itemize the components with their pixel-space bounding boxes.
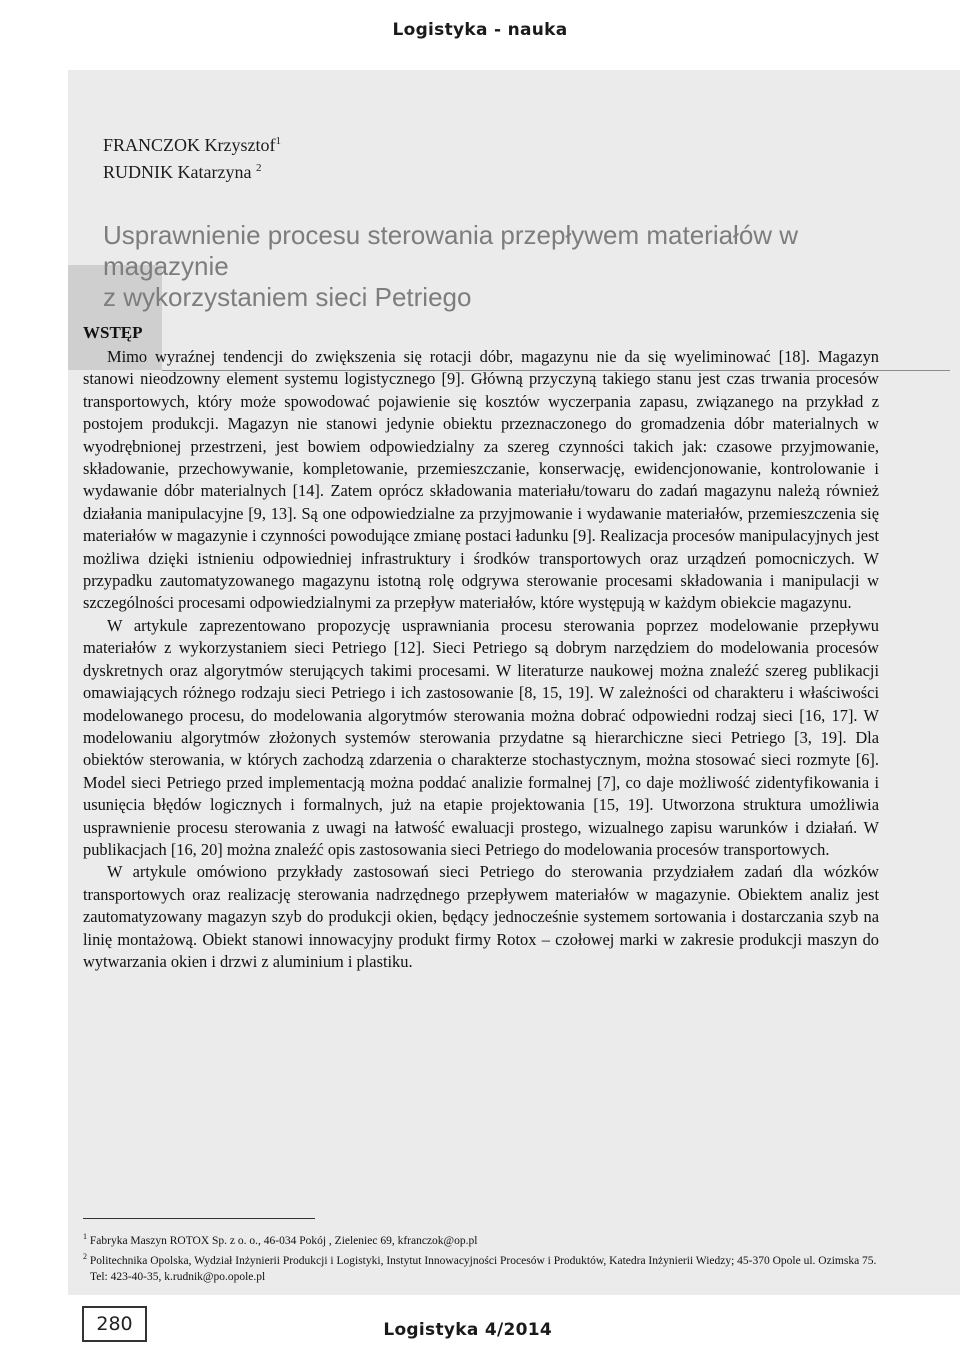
author-list: [103, 130, 281, 184]
section-heading: WSTĘP: [83, 323, 143, 342]
footnote-2-num: 2: [83, 1251, 87, 1261]
footnote-2-text: Politechnika Opolska, Wydział Inżynierii Produkcji i Logistyki, Instytut Innowacyjności Procesów i Produktów, Katedra Inżynierii Wiedzy; 45-370 Opole ul. Ozimska 75. Tel: 423-40-35, k.rudnik@po.opole.pl: [89, 1254, 877, 1283]
author-1-name: FRANCZOK Krzysztof: [103, 135, 276, 155]
footnote-2: [83, 1249, 879, 1285]
author-2-name: RUDNIK Katarzyna: [103, 162, 252, 182]
author-2-sup: 2: [255, 162, 262, 174]
footnote-1: [83, 1229, 879, 1249]
footnote-1-text: Fabryka Maszyn ROTOX Sp. z o. o., 46-034 Pokój , Zieleniec 69, kfranczok@op.pl: [89, 1234, 478, 1247]
journal-footer: Logistyka 4/2014: [383, 1320, 552, 1340]
paper-title-line1: Usprawnienie procesu sterowania przepływem materiałów w magazynie: [103, 220, 799, 281]
author-1-sup: 1: [275, 135, 281, 147]
body-text: [83, 346, 879, 973]
page-number: 280: [82, 1306, 147, 1342]
paragraph-3: W artykule omówiono przykłady zastosowań sieci Petriego do sterowania przydziałem zadań dla wózków transportowych oraz realizację sterowania nadrzędnego przepływem materiałów w magazynie. Obiektem analiz jest zautomatyzowany magazyn szyb do produkcji okien, będący jednocześnie systemem sortowania i dostarczania szyb na linię montażową. Obiekt stanowi innowacyjny produkt firmy Rotox – czołowej marki w zakresie produkcji maszyn do wytwarzania okien i drzwi z aluminium i plastiku.: [83, 862, 879, 971]
paper-title-line2: z wykorzystaniem sieci Petriego: [103, 282, 472, 312]
footnotes: [83, 1229, 879, 1285]
author-1: [103, 130, 281, 157]
paper-title: [103, 220, 873, 313]
footnote-1-num: 1: [83, 1232, 87, 1241]
footnote-rule: [83, 1218, 315, 1219]
paragraph-2: W artykule zaprezentowano propozycję usprawniania procesu sterowania poprzez modelowanie przepływu materiałów z wykorzystaniem sieci Petriego [12]. Sieci Petriego są dobrym narzędziem do modelowania procesów dyskretnych oraz algorytmów sterujących takimi procesami. W literaturze naukowej można znaleźć szereg publikacji omawiających różnego rodzaju sieci Petriego i ich zastosowanie [8, 15, 19]. W zależności od charakteru i właściwości modelowanego procesu, do modelowania algorytmów sterowania można dobrać odpowiedni rodzaj sieci [16, 17]. W modelowaniu algorytmów złożonych systemów sterowania przydatne są hierarchiczne sieci Petriego [3, 19]. Dla obiektów sterowania, w których zachodzą zdarzenia o charakterze stochastycznym, można stosować sieci rozmyte [6]. Model sieci Petriego przed implementacją można poddać analizie formalnej [7], co daje możliwość zidentyfikowania i usunięcia błędów logicznych i formalnych, już na etapie projektowania [15, 19]. Utworzona struktura umożliwia usprawnienie procesu sterowania z uwagi na łatwość ewaluacji prostego, wizualnego zapisu warunków i działań. W publikacjach [16, 20] można znaleźć opis zastosowania sieci Petriego do modelowania procesów transportowych.: [83, 615, 879, 859]
running-header: Logistyka - nauka: [392, 20, 568, 40]
author-2: [103, 157, 281, 184]
paragraph-1: Mimo wyraźnej tendencji do zwiększenia się rotacji dóbr, magazynu nie da się wyeliminować [18]. Magazyn stanowi nieodzowny element systemu logistycznego [9]. Główną przyczyną takiego stanu jest czas trwania procesów transportowych, który może spowodować pojawienie się kosztów wyczerpania zapasu, związanego na przykład z postojem produkcji. Magazyn nie stanowi jedynie obiektu przeznaczonego do gromadzenia dóbr materialnych w wyodrębnionej przestrzeni, jest bowiem odpowiedzialny za szereg czynności takich jak: czasowe przyjmowanie, składowanie, przechowywanie, kompletowanie, przemieszczanie, konserwację, ewidencjonowanie, kontrolowanie i wydawanie dóbr materialnych [14]. Zatem oprócz składowania materiału/towaru do zadań magazynu należą również działania manipulacyjne [9, 13]. Są one odpowiedzialne za przyjmowanie i wydawanie materiałów, przemieszczenia się materiałów w magazynie i czynności powodujące zmianę postaci ładunku [9]. Realizacja procesów manipulacyjnych jest możliwa dzięki istnieniu odpowiedniej infrastruktury i środków transportowych oraz urządzeń pomocniczych. W przypadku zautomatyzowanego magazynu istotną rolę odgrywa sterowanie procesami składowania i manipulacji w szczególności procesami odpowiedzialnymi za przepływ materiałów, które występują w każdym obiekcie magazynu.: [83, 347, 879, 613]
